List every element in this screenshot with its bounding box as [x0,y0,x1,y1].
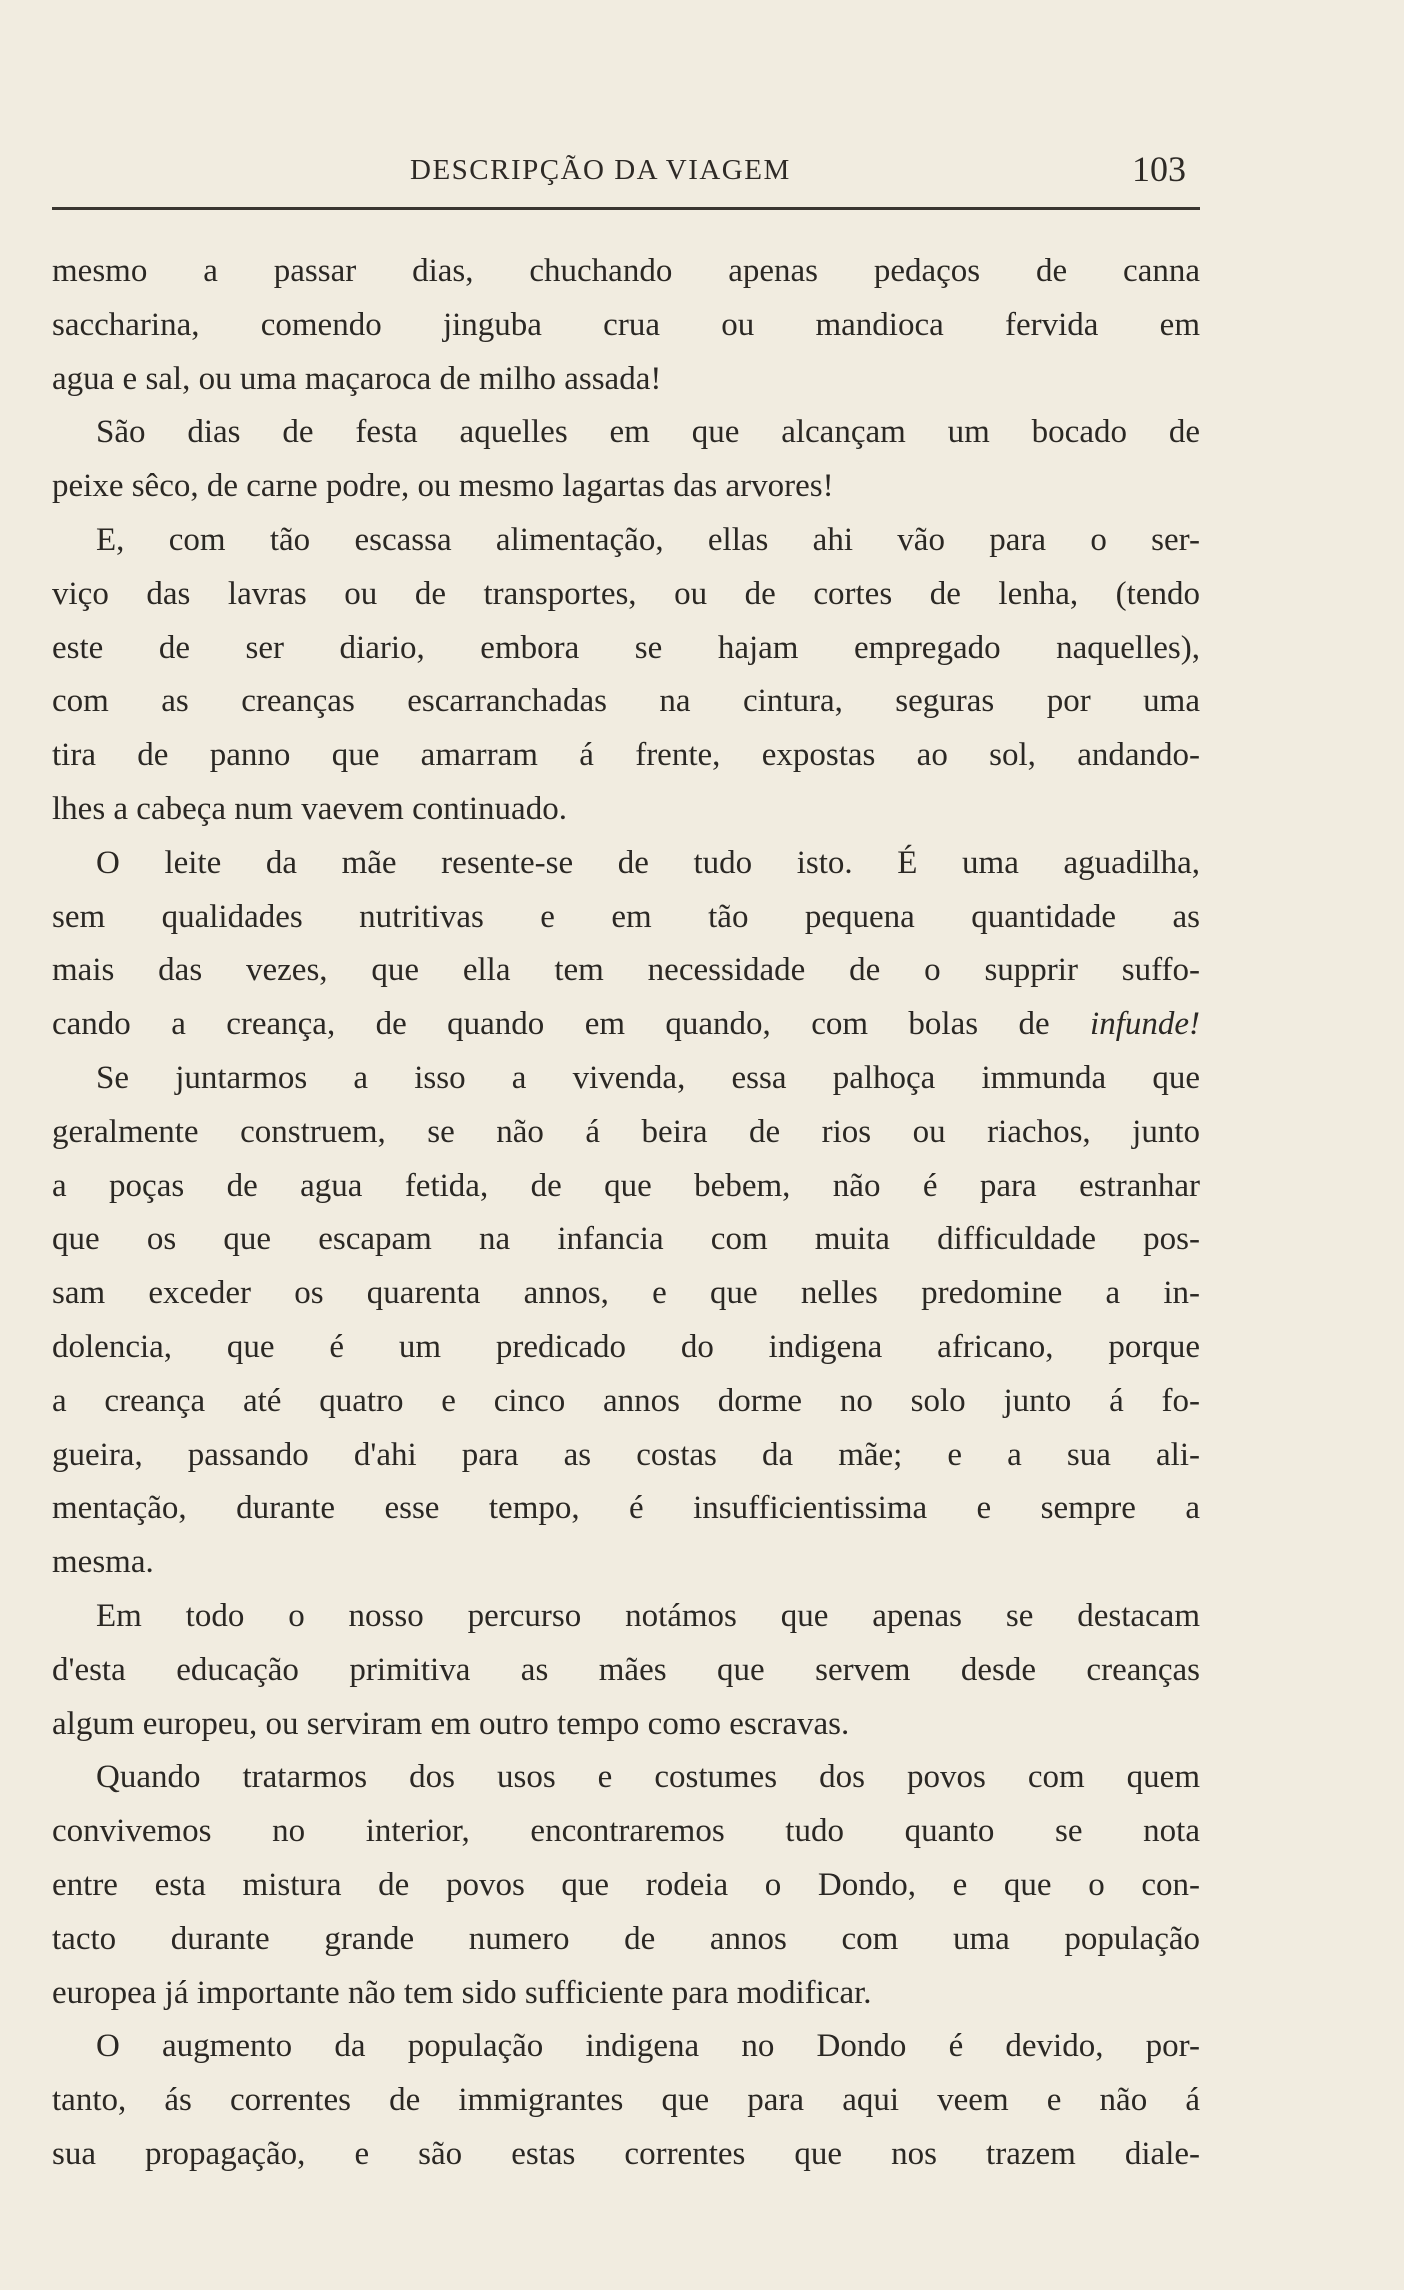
text-line: convivemos no interior, encontraremos tudo quanto se nota [52,1813,1200,1850]
text-line: E, com tão escassa alimentação, ellas ahi vão para o ser- [96,521,1200,558]
text-line: mentação, durante esse tempo, é insufficientissima e sempre a [52,1490,1200,1527]
text-line: que os que escapam na infancia com muita difficuldade pos- [52,1221,1200,1258]
text-line: sem qualidades nutritivas e em tão pequena quantidade as [52,898,1200,935]
body-text [52,245,1200,2182]
text-line: tira de panno que amarram á frente, expostas ao sol, andando- [52,737,1200,774]
text-line: São dias de festa aquelles em que alcançam um bocado de [96,414,1200,451]
text-line: Se juntarmos a isso a vivenda, essa palhoça immunda que [96,1059,1200,1096]
text-line: a poças de agua fetida, de que bebem, não é para estranhar [52,1167,1200,1204]
running-title: DESCRIPÇÃO DA VIAGEM [410,154,791,186]
italic-word: infunde! [1090,1006,1200,1043]
page-header [52,148,1200,194]
text-line: tanto, ás correntes de immigrantes que para aqui veem e não á [52,2082,1200,2119]
text-line: d'esta educação primitiva as mães que servem desde creanças [52,1651,1200,1688]
text-line: entre esta mistura de povos que rodeia o Dondo, e que o con- [52,1866,1200,1903]
text-line: Em todo o nosso percurso notámos que apenas se destacam [96,1597,1200,1634]
text-line: tacto durante grande numero de annos com uma população [52,1920,1200,1957]
page-number: 103 [1132,149,1186,189]
text-line: gueira, passando d'ahi para as costas da mãe; e a sua ali- [52,1436,1200,1473]
text-line: algum europeu, ou serviram em outro tempo como escravas. [52,1705,850,1742]
text-line: mesma. [52,1544,154,1581]
text-line: Quando tratarmos dos usos e costumes dos povos com quem [96,1759,1200,1796]
text-line [52,998,1200,1052]
text-line: saccharina, comendo jinguba crua ou mandioca fervida em [52,306,1200,343]
text-line: viço das lavras ou de transportes, ou de cortes de lenha, (tendo [52,575,1200,612]
book-page [52,0,1200,2290]
text-line-content: cando a creança, de quando em quando, com bolas de [52,1006,1050,1043]
text-line: O augmento da população indigena no Dondo é devido, por- [96,2028,1200,2065]
text-line: a creança até quatro e cinco annos dorme no solo junto á fo- [52,1382,1200,1419]
text-line: sua propagação, e são estas correntes que nos trazem diale- [52,2135,1200,2172]
text-line: agua e sal, ou uma maçaroca de milho assada! [52,360,662,397]
text-line: peixe sêco, de carne podre, ou mesmo lagartas das arvores! [52,468,834,505]
text-line: O leite da mãe resente-se de tudo isto. É uma aguadilha, [96,844,1200,881]
text-line: mesmo a passar dias, chuchando apenas pedaços de canna [52,253,1200,289]
text-line: europea já importante não tem sido sufficiente para modificar. [52,1974,872,2011]
text-line: geralmente construem, se não á beira de rios ou riachos, junto [52,1113,1200,1150]
text-line: este de ser diario, embora se hajam empregado naquelles), [52,629,1200,666]
text-line: lhes a cabeça num vaevem continuado. [52,790,567,827]
text-line: dolencia, que é um predicado do indigena africano, porque [52,1328,1200,1365]
text-line: sam exceder os quarenta annos, e que nelles predomine a in- [52,1275,1200,1312]
header-rule [52,207,1200,210]
text-line: mais das vezes, que ella tem necessidade de o supprir suffo- [52,952,1200,989]
text-line: com as creanças escarranchadas na cintura, seguras por uma [52,683,1200,720]
